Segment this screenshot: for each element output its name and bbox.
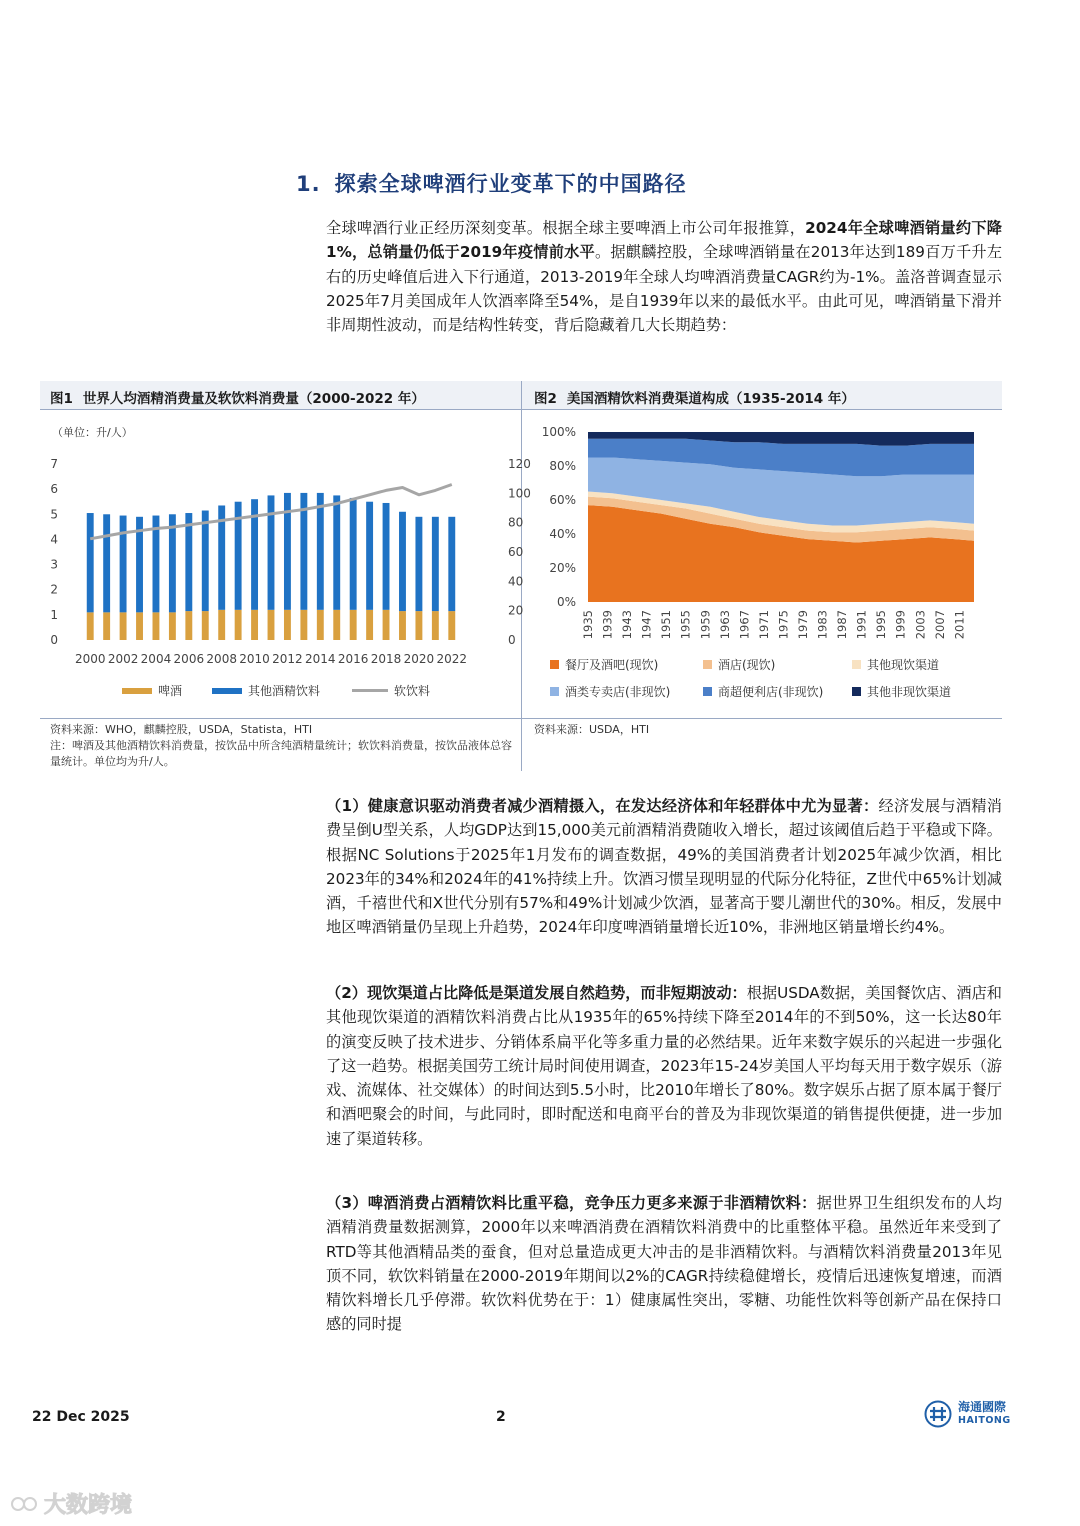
bar-beer bbox=[218, 610, 225, 640]
bar-beer bbox=[251, 610, 258, 640]
paragraph-1-lead: （1）健康意识驱动消费者减少酒精摄入，在发达经济体和年轻群体中尤为显著： bbox=[326, 797, 879, 815]
bar-other-alcohol bbox=[415, 517, 422, 611]
legend2-label-4: 商超便利店(非现饮) bbox=[718, 685, 824, 699]
legend2-label-1: 酒店(现饮) bbox=[718, 658, 776, 672]
bar-beer bbox=[120, 612, 127, 640]
watermark bbox=[10, 1488, 132, 1519]
figure2-legend-1 bbox=[703, 656, 775, 673]
x-tick-label: 1995 bbox=[874, 610, 889, 640]
y-tick-label: 60% bbox=[549, 493, 576, 507]
x-tick-label: 1955 bbox=[678, 610, 693, 640]
y-tick-label: 2 bbox=[50, 582, 58, 597]
x-tick-label: 2000 bbox=[74, 652, 106, 666]
x-tick-label: 1983 bbox=[815, 610, 830, 640]
bar-other-alcohol bbox=[317, 493, 324, 610]
bar-beer bbox=[333, 610, 340, 640]
legend2-label-2: 其他现饮渠道 bbox=[867, 658, 940, 672]
intro-bold: 2024年全球啤酒销量约下降1%，总销量仍低于2019年疫情前水平 bbox=[326, 219, 1002, 262]
bar-other-alcohol bbox=[103, 514, 110, 612]
bar-beer bbox=[399, 611, 406, 640]
bar-other-alcohol bbox=[333, 495, 340, 609]
figure1-title bbox=[50, 387, 425, 407]
legend2-swatch-0 bbox=[550, 660, 559, 669]
paragraph-1-text: 经济发展与酒精消费呈倒U型关系，人均GDP达到15,000美元前酒精消费随收入增长，超过该阈值后趋于平稳或下降。根据NC Solutions于2025年1月发布的调查数据，49%的美国消费者计划2025年减少饮酒，相比2023年的34%和2024年的41%持续上升。饮酒习惯呈现明显的代际分化特征，Z世代中65%计划减酒，千禧世代和X世代分别有57%和49%计划减少饮酒，显著高于婴儿潮世代的30%。相反，发展中地区啤酒销量仍呈现上升趋势，2024年印度啤酒销量增长近10%，非洲地区销量增长约4%。 bbox=[326, 797, 1002, 937]
paragraph-3-lead: （3）啤酒消费占酒精饮料比重平稳，竞争压力更多来源于非酒精饮料： bbox=[326, 1194, 817, 1212]
bar-other-alcohol bbox=[399, 512, 406, 611]
y-tick-label: 80% bbox=[549, 459, 576, 473]
y-tick-label: 0 bbox=[50, 633, 58, 647]
watermark-text: 大数跨境 bbox=[44, 1493, 133, 1518]
legend2-label-0: 餐厅及酒吧(现饮) bbox=[565, 658, 659, 672]
bar-beer bbox=[169, 612, 176, 640]
legend-label-beer: 啤酒 bbox=[158, 684, 183, 698]
x-tick-label: 1971 bbox=[756, 610, 771, 640]
x-tick-label: 1987 bbox=[835, 610, 850, 640]
legend-swatch-beer bbox=[122, 688, 152, 694]
figure2-legend-3 bbox=[550, 683, 670, 700]
y2-tick-label: 120 bbox=[508, 457, 531, 471]
figure2-legend-4 bbox=[703, 683, 823, 700]
company-logo bbox=[924, 1400, 1011, 1428]
x-tick-label: 1939 bbox=[600, 610, 615, 640]
section-heading: 探索全球啤酒行业变革下的中国路径 bbox=[334, 172, 687, 196]
figure1-legend-beer bbox=[122, 682, 182, 699]
x-tick-label: 2008 bbox=[206, 652, 237, 666]
x-tick-label: 1963 bbox=[717, 610, 732, 640]
legend-swatch-soft bbox=[352, 689, 388, 692]
section-title bbox=[296, 168, 687, 198]
page-number: 2 bbox=[496, 1409, 506, 1425]
x-tick-label: 2003 bbox=[913, 610, 928, 640]
bar-other-alcohol bbox=[383, 503, 390, 610]
figure1-source-block bbox=[50, 722, 515, 770]
figure2-label: 图2 bbox=[534, 391, 557, 407]
x-tick-label: 1975 bbox=[776, 610, 791, 640]
paragraph-2-text: 根据USDA数据，美国餐饮店、酒店和其他现饮渠道的酒精饮料消费占比从1935年的65%持续下降至2014年的不到50%，这一长达80年的演变反映了技术进步、分销体系扁平化等多重力量的必然结果。近年来数字娱乐的兴起进一步强化了这一趋势。根据美国劳工统计局时间使用调查，2023年15-24岁美国人平均每天用于数字娱乐（游戏、流媒体、社交媒体）的时间达到5.5小时，比2010年增长了80%。数字娱乐占据了原本属于餐厅和酒吧聚会的时间，与此同时，即时配送和电商平台的普及为非现饮渠道的销售提供便捷，进一步加速了渠道转移。 bbox=[326, 984, 1002, 1148]
y-tick-label: 40% bbox=[549, 527, 576, 541]
figure-frame-bottom bbox=[40, 718, 1002, 719]
x-tick-label: 2020 bbox=[403, 652, 435, 666]
x-tick-label: 1951 bbox=[659, 610, 674, 640]
watermark-icon bbox=[10, 1494, 40, 1514]
bar-beer bbox=[366, 610, 373, 640]
legend-swatch-other bbox=[212, 688, 242, 694]
figure2-chart bbox=[522, 418, 1002, 650]
x-tick-label: 2011 bbox=[952, 610, 967, 640]
legend2-label-5: 其他非现饮渠道 bbox=[867, 685, 952, 699]
logo-en: HAITONG bbox=[958, 1415, 1011, 1426]
x-tick-label: 2022 bbox=[436, 652, 468, 666]
bar-beer bbox=[300, 610, 307, 640]
bar-beer bbox=[448, 611, 455, 640]
y2-tick-label: 60 bbox=[508, 545, 524, 559]
x-tick-label: 1959 bbox=[698, 610, 713, 640]
legend2-swatch-5 bbox=[852, 687, 861, 696]
bar-beer bbox=[415, 611, 422, 640]
bar-beer bbox=[284, 610, 291, 640]
intro-text-1: 全球啤酒行业正经历深刻变革。根据全球主要啤酒上市公司年报推算， bbox=[326, 219, 806, 237]
y-tick-label: 7 bbox=[50, 457, 58, 471]
bar-beer bbox=[202, 611, 209, 640]
bar-beer bbox=[268, 610, 275, 640]
y-tick-label: 6 bbox=[50, 482, 58, 497]
bar-other-alcohol bbox=[120, 516, 127, 613]
figure2-title-text: 美国酒精饮料消费渠道构成（1935-2014 年） bbox=[566, 391, 855, 407]
y-tick-label: 5 bbox=[50, 507, 58, 522]
y-tick-label: 100% bbox=[541, 425, 576, 439]
x-tick-label: 2012 bbox=[272, 652, 303, 666]
figure1-title-text: 世界人均酒精消费量及软饮料消费量（2000-2022 年） bbox=[82, 391, 425, 407]
x-tick-label: 2010 bbox=[239, 652, 270, 666]
figure1-label: 图1 bbox=[50, 391, 73, 407]
bar-beer bbox=[432, 611, 439, 640]
logo-cn: 海通國際 bbox=[958, 1400, 1007, 1414]
x-tick-label: 2016 bbox=[337, 652, 369, 666]
y2-tick-label: 80 bbox=[508, 515, 524, 530]
bar-beer bbox=[383, 610, 390, 640]
paragraph-1 bbox=[326, 794, 1002, 940]
paragraph-3-text: 据世界卫生组织发布的人均酒精消费量数据测算，2000年以来啤酒消费在酒精饮料消费中的比重整体平稳。虽然近年来受到了RTD等其他酒精品类的蚕食，但对总量造成更大冲击的是非酒精饮料。与酒精饮料消费量2013年见顶不同，软饮料销量在2000-2019年期间以2%的CAGR持续稳健增长，疫情后迅速恢复增速，而酒精饮料增长几乎停滞。软饮料优势在于：1）健康属性突出，零糖、功能性饮料等创新产品在保持口感的同时提 bbox=[326, 1194, 1002, 1334]
bar-other-alcohol bbox=[202, 511, 209, 612]
section-number: 1. bbox=[296, 172, 321, 196]
x-tick-label: 2007 bbox=[932, 610, 947, 640]
bar-beer bbox=[87, 612, 94, 640]
x-tick-label: 1943 bbox=[620, 610, 635, 640]
x-tick-label: 1935 bbox=[581, 610, 595, 640]
footer-date: 22 Dec 2025 bbox=[32, 1409, 130, 1425]
y2-tick-label: 100 bbox=[508, 486, 531, 501]
x-tick-label: 2002 bbox=[107, 652, 139, 666]
legend2-swatch-4 bbox=[703, 687, 712, 696]
x-tick-label: 2004 bbox=[140, 652, 172, 666]
figure2-legend-2 bbox=[852, 656, 939, 673]
paragraph-2-lead: （2）现饮渠道占比降低是渠道发展自然趋势，而非短期波动： bbox=[326, 984, 747, 1002]
x-tick-label: 2018 bbox=[370, 652, 402, 666]
intro-paragraph bbox=[326, 216, 1002, 337]
bar-other-alcohol bbox=[366, 502, 373, 610]
x-tick-label: 2006 bbox=[173, 652, 205, 666]
figure1-source: 资料来源：WHO，麒麟控股，USDA，Statista，HTI bbox=[50, 723, 313, 736]
figure1-legend-other bbox=[212, 682, 320, 699]
bar-beer bbox=[136, 612, 143, 640]
bar-other-alcohol bbox=[185, 513, 192, 611]
haitong-logo-icon bbox=[924, 1400, 952, 1428]
y2-tick-label: 40 bbox=[508, 574, 524, 589]
bar-beer bbox=[153, 612, 160, 640]
legend2-swatch-2 bbox=[852, 660, 861, 669]
paragraph-2 bbox=[326, 981, 1002, 1151]
bar-beer bbox=[185, 611, 192, 640]
intro-text-2: 。据麒麟控股，全球啤酒销量在2013年达到189百万千升左右的历史峰值后进入下行通道，2013-2019年全球人均啤酒消费量CAGR约为-1%。盖洛普调查显示2025年7月美国成年人饮酒率降至54%，是自1939年以来的最低水平。由此可见，啤酒销量下滑并非周期性波动，而是结构性转变，背后隐藏着几大长期趋势： bbox=[326, 243, 1003, 335]
x-tick-label: 1947 bbox=[639, 610, 654, 640]
figure1-note: 注：啤酒及其他酒精饮料消费量，按饮品中所含纯酒精量统计；软饮料消费量，按饮品液体总容量统计。单位均为升/人。 bbox=[50, 739, 512, 768]
y2-tick-label: 0 bbox=[508, 633, 516, 647]
y-tick-label: 1 bbox=[50, 607, 58, 622]
x-tick-label: 1999 bbox=[893, 610, 908, 640]
figure1-chart bbox=[40, 440, 531, 680]
figure1-legend-soft bbox=[352, 682, 430, 699]
bar-beer bbox=[317, 610, 324, 640]
bar-other-alcohol bbox=[169, 514, 176, 612]
y-tick-label: 3 bbox=[50, 557, 58, 572]
y-tick-label: 4 bbox=[50, 532, 58, 547]
figure2-legend-5 bbox=[852, 683, 951, 700]
bar-other-alcohol bbox=[448, 517, 455, 611]
x-tick-label: 1979 bbox=[795, 610, 810, 640]
legend2-swatch-1 bbox=[703, 660, 712, 669]
y-tick-label: 0% bbox=[556, 595, 576, 609]
bar-other-alcohol bbox=[87, 513, 94, 612]
figure2-source: 资料来源：USDA，HTI bbox=[534, 723, 650, 736]
bar-beer bbox=[103, 612, 110, 640]
figure2-title bbox=[534, 387, 855, 407]
legend-label-other: 其他酒精饮料 bbox=[248, 684, 321, 698]
legend-label-soft: 软饮料 bbox=[394, 684, 431, 698]
bar-beer bbox=[350, 610, 357, 640]
y-tick-label: 20% bbox=[549, 561, 576, 575]
bar-beer bbox=[235, 610, 242, 640]
bar-other-alcohol bbox=[350, 498, 357, 610]
legend2-label-3: 酒类专卖店(非现饮) bbox=[565, 685, 671, 699]
x-tick-label: 2014 bbox=[305, 652, 336, 666]
y2-tick-label: 20 bbox=[508, 603, 524, 618]
bar-other-alcohol bbox=[432, 517, 439, 611]
paragraph-3 bbox=[326, 1191, 1002, 1337]
figure1-unit: （单位：升/人） bbox=[52, 426, 133, 439]
figure2-legend-0 bbox=[550, 656, 658, 673]
x-tick-label: 1967 bbox=[737, 610, 752, 640]
legend2-swatch-3 bbox=[550, 687, 559, 696]
x-tick-label: 1991 bbox=[854, 610, 869, 640]
